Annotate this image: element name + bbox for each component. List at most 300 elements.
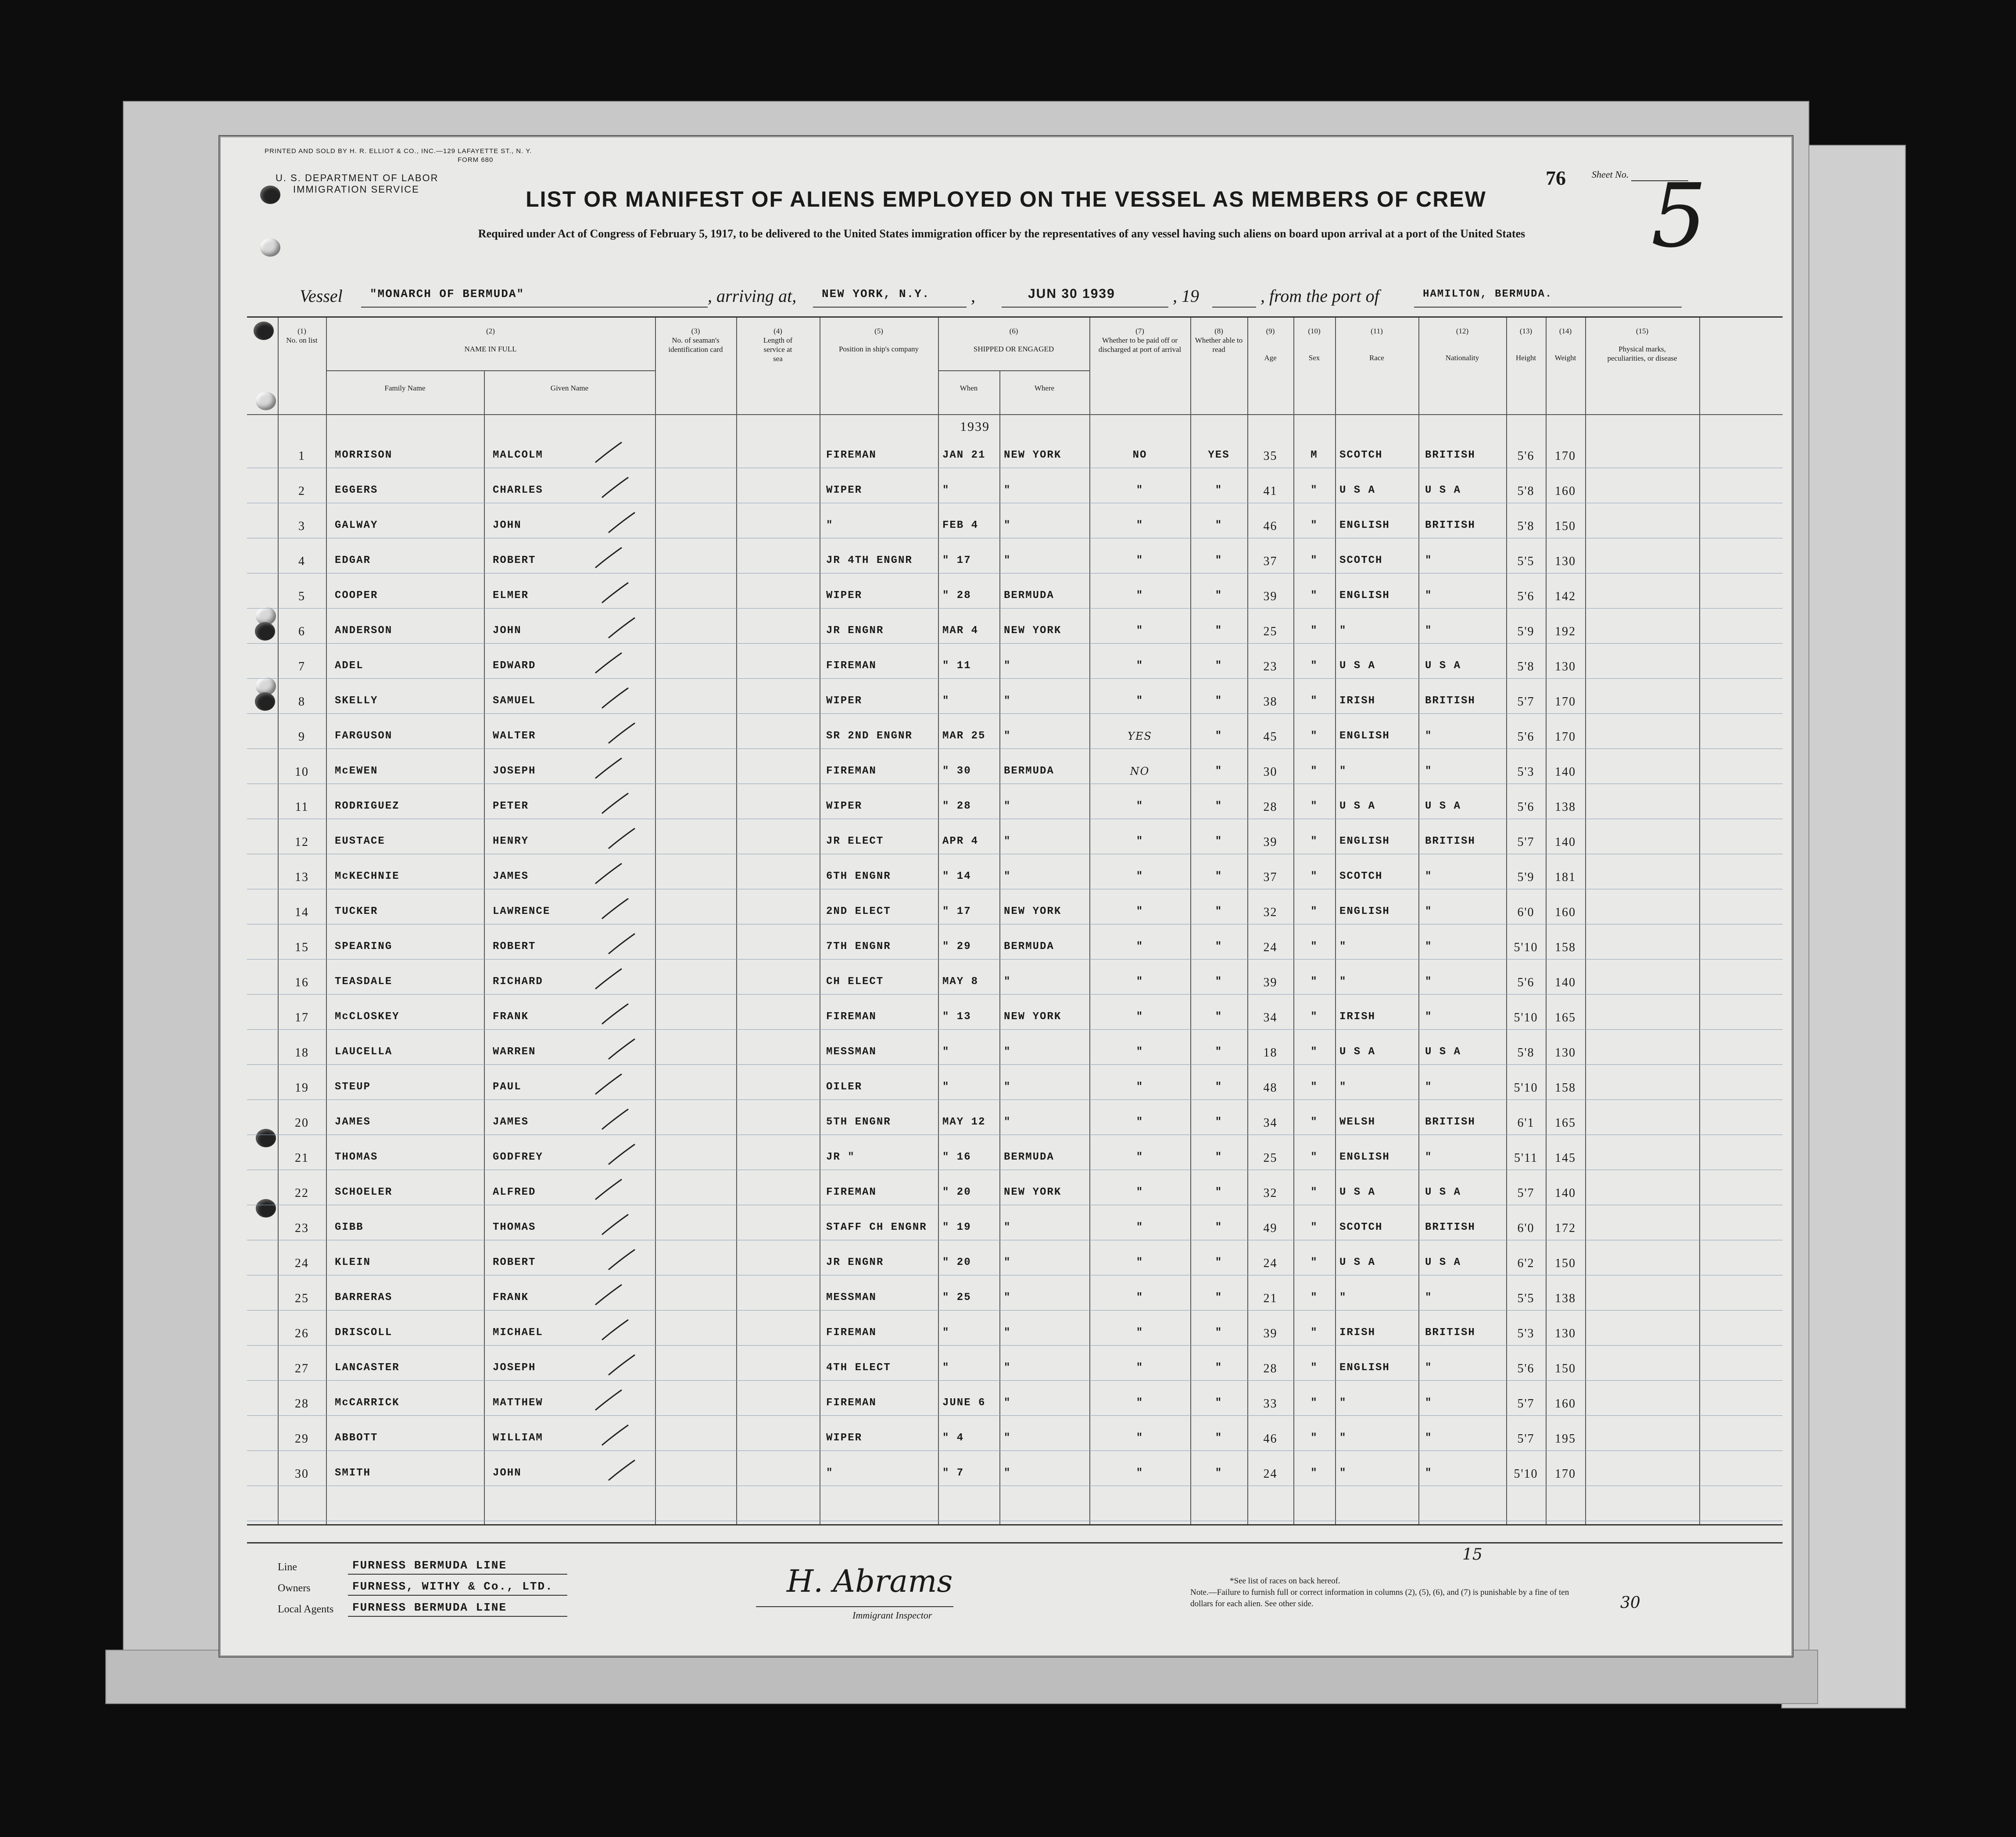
shipped-when: " 20 — [942, 1257, 971, 1268]
header-text: Height — [1515, 354, 1536, 362]
comma: , — [971, 286, 975, 306]
sex: " — [1311, 1186, 1318, 1198]
check-mark-icon — [600, 1422, 631, 1449]
shipped-where: " — [1004, 870, 1011, 882]
family-name: ADEL — [335, 660, 364, 672]
height: 5'6 — [1517, 590, 1535, 603]
able-to-read: " — [1215, 1186, 1223, 1198]
service-name: IMMIGRATION SERVICE — [293, 184, 419, 195]
row-rule — [247, 1415, 1783, 1416]
arriving-underline — [813, 307, 967, 308]
shipped-where: " — [1004, 555, 1011, 566]
col-divider — [484, 370, 485, 1524]
owners-value: FURNESS, WITHY & Co., LTD. — [352, 1580, 553, 1593]
nationality: " — [1425, 1292, 1432, 1303]
header-physical — [1585, 326, 1699, 363]
family-name: McCARRICK — [335, 1397, 400, 1409]
sex: " — [1311, 1362, 1318, 1374]
given-name: FRANK — [493, 1292, 529, 1303]
nationality: BRITISH — [1425, 519, 1475, 531]
row-number: 2 — [298, 484, 305, 498]
row-number: 22 — [295, 1186, 309, 1200]
sheet-label: Sheet No. — [1592, 169, 1629, 180]
family-name: McKECHNIE — [335, 870, 400, 882]
age: 32 — [1263, 1186, 1278, 1200]
page-number: 76 — [1546, 167, 1566, 189]
shipped-when: " 30 — [942, 765, 971, 777]
race: U S A — [1339, 1186, 1376, 1198]
inspector-label: Immigrant Inspector — [852, 1610, 932, 1621]
position: 4TH ELECT — [826, 1362, 891, 1374]
check-mark-icon — [607, 1247, 637, 1273]
header-sub-line — [326, 370, 655, 371]
shipped-where: " — [1004, 1292, 1011, 1303]
shipped-when: " 11 — [942, 660, 971, 672]
col-divider — [1247, 318, 1248, 1524]
nationality: " — [1425, 1081, 1432, 1093]
sex: " — [1311, 660, 1318, 672]
sex: " — [1311, 976, 1318, 988]
family-name: GIBB — [335, 1221, 364, 1233]
height: 5'8 — [1517, 519, 1535, 533]
race: U S A — [1339, 484, 1376, 496]
age: 49 — [1263, 1221, 1278, 1235]
paid-off: " — [1136, 1081, 1144, 1093]
weight: 130 — [1555, 1327, 1576, 1340]
given-name: WALTER — [493, 730, 536, 742]
age: 25 — [1263, 625, 1278, 638]
row-rule — [247, 959, 1783, 960]
position: FIREMAN — [826, 1011, 877, 1023]
nationality: " — [1425, 625, 1432, 637]
given-name: EDWARD — [493, 660, 536, 672]
manifest-page — [219, 136, 1793, 1657]
able-to-read: " — [1215, 695, 1223, 707]
family-name: SCHOELER — [335, 1186, 393, 1198]
punch-hole — [260, 238, 280, 257]
paid-off: " — [1136, 1432, 1144, 1444]
age: 24 — [1263, 1257, 1278, 1270]
check-mark-icon — [607, 720, 637, 747]
weight: 158 — [1555, 941, 1576, 954]
paid-off: " — [1136, 1151, 1144, 1163]
race: ENGLISH — [1339, 1362, 1390, 1374]
weight: 145 — [1555, 1151, 1576, 1165]
paid-off: " — [1136, 519, 1144, 531]
race: IRISH — [1339, 1327, 1376, 1339]
family-name: SMITH — [335, 1467, 371, 1479]
height: 5'3 — [1517, 765, 1535, 779]
shipped-where: " — [1004, 484, 1011, 496]
shipped-where: " — [1004, 1046, 1011, 1058]
position: " — [826, 519, 834, 531]
header-sex — [1293, 326, 1335, 362]
header-number: (15) — [1636, 327, 1649, 335]
header-text: Whether to be paid off or discharged at port of arrival — [1098, 336, 1182, 354]
col-divider — [1190, 318, 1191, 1524]
shipped-where: NEW YORK — [1004, 625, 1062, 637]
height: 5'10 — [1514, 1467, 1538, 1481]
able-to-read: " — [1215, 1081, 1223, 1093]
position: FIREMAN — [826, 1186, 877, 1198]
height: 5'8 — [1517, 1046, 1535, 1060]
row-number: 12 — [295, 835, 309, 849]
race: U S A — [1339, 660, 1376, 672]
nationality: U S A — [1425, 1257, 1461, 1268]
shipped-when: " 20 — [942, 1186, 971, 1198]
header-height — [1506, 326, 1546, 362]
race: ENGLISH — [1339, 906, 1390, 917]
sex: " — [1311, 1151, 1318, 1163]
race: " — [1339, 1432, 1347, 1444]
row-number: 26 — [295, 1327, 309, 1340]
sex: " — [1311, 1257, 1318, 1268]
penalty-note: Note.—Failure to furnish full or correct information in columns (2), (5), (6), and (7) is punishable by a fine of ten dollars for each alien. See other side. — [1190, 1588, 1569, 1608]
header-number: (2) — [486, 327, 495, 335]
nationality: " — [1425, 1397, 1432, 1409]
row-number: 5 — [298, 590, 305, 603]
family-name: EDGAR — [335, 555, 371, 566]
row-number: 13 — [295, 870, 309, 884]
row-number: 25 — [295, 1292, 309, 1305]
shipped-when: MAY 8 — [942, 976, 979, 988]
shipped-where: BERMUDA — [1004, 765, 1054, 777]
shipped-where: " — [1004, 1327, 1011, 1339]
col-divider — [1418, 318, 1419, 1524]
position: CH ELECT — [826, 976, 884, 988]
nationality: " — [1425, 976, 1432, 988]
height: 5'5 — [1517, 1292, 1535, 1305]
header-race — [1335, 326, 1418, 362]
position: OILER — [826, 1081, 863, 1093]
header-weight — [1546, 326, 1585, 362]
nationality: " — [1425, 1362, 1432, 1374]
able-to-read: " — [1215, 765, 1223, 777]
page-subtitle: Required under Act of Congress of February 5, 1917, to be delivered to the United States immigration officer by the representatives of any vessel having such aliens on board upon arrival at a port of the United States — [478, 227, 1525, 240]
position: STAFF CH ENGNR — [826, 1221, 927, 1233]
race: " — [1339, 976, 1347, 988]
age: 37 — [1263, 555, 1278, 568]
date-underline — [1002, 307, 1168, 308]
shipped-where: " — [1004, 1432, 1011, 1444]
races-note: *See list of races on back hereof. — [1230, 1576, 1340, 1586]
family-name: SKELLY — [335, 695, 378, 707]
footer-top-line — [247, 1542, 1783, 1543]
given-name: LAWRENCE — [493, 906, 551, 917]
check-mark-icon — [594, 966, 624, 992]
position: " — [826, 1467, 834, 1479]
height: 6'1 — [1517, 1116, 1535, 1130]
check-mark-icon — [607, 1457, 637, 1484]
position: SR 2ND ENGNR — [826, 730, 913, 742]
shipped-when: MAY 12 — [942, 1116, 986, 1128]
height: 5'8 — [1517, 660, 1535, 673]
header-number: (12) — [1456, 327, 1469, 335]
weight: 165 — [1555, 1011, 1576, 1024]
able-to-read: " — [1215, 625, 1223, 637]
row-rule — [247, 1450, 1783, 1451]
arriving-port: NEW YORK, N.Y. — [822, 287, 930, 301]
weight: 130 — [1555, 1046, 1576, 1060]
family-name: KLEIN — [335, 1257, 371, 1268]
position: FIREMAN — [826, 660, 877, 672]
able-to-read: " — [1215, 555, 1223, 566]
age: 34 — [1263, 1011, 1278, 1024]
race: ENGLISH — [1339, 730, 1390, 742]
shipped-when: " 17 — [942, 555, 971, 566]
race: SCOTCH — [1339, 555, 1383, 566]
family-name: GALWAY — [335, 519, 378, 531]
header-text: Position in ship's company — [838, 345, 919, 353]
shipped-where: BERMUDA — [1004, 1151, 1054, 1163]
shipped-when: JUNE 6 — [942, 1397, 986, 1409]
col-divider — [1089, 318, 1090, 1524]
row-rule — [247, 748, 1783, 749]
age: 38 — [1263, 695, 1278, 709]
age: 39 — [1263, 590, 1278, 603]
shipped-where: " — [1004, 976, 1011, 988]
check-mark-icon — [600, 1001, 631, 1028]
position: WIPER — [826, 590, 863, 602]
able-to-read: " — [1215, 1046, 1223, 1058]
sex: " — [1311, 1432, 1318, 1444]
family-name: ANDERSON — [335, 625, 393, 637]
nationality: " — [1425, 590, 1432, 602]
weight: 130 — [1555, 660, 1576, 673]
back-sheet — [105, 1650, 1818, 1704]
row-number: 14 — [295, 906, 309, 919]
shipped-where: " — [1004, 1362, 1011, 1374]
sex: " — [1311, 941, 1318, 953]
check-mark-icon — [594, 756, 624, 782]
sex: " — [1311, 835, 1318, 847]
row-rule — [247, 994, 1783, 995]
able-to-read: " — [1215, 1432, 1223, 1444]
header-text: No. on list — [286, 336, 318, 344]
shipped-when: " — [942, 1081, 950, 1093]
check-mark-icon — [607, 1352, 637, 1379]
shipped-where: NEW YORK — [1004, 449, 1062, 461]
col-divider — [1699, 318, 1700, 1524]
year-cell: 1939 — [960, 419, 990, 434]
nationality: BRITISH — [1425, 1116, 1475, 1128]
footer — [221, 1546, 1791, 1633]
from-port: HAMILTON, BERMUDA. — [1423, 288, 1553, 300]
header-nationality — [1418, 326, 1506, 362]
paid-off: " — [1136, 941, 1144, 953]
weight: 170 — [1555, 449, 1576, 463]
able-to-read: " — [1215, 1221, 1223, 1233]
family-name: EGGERS — [335, 484, 378, 496]
paid-off: NO — [1132, 449, 1147, 461]
race: " — [1339, 1467, 1347, 1479]
row-number: 20 — [295, 1116, 309, 1130]
row-number: 30 — [295, 1467, 309, 1481]
nationality: BRITISH — [1425, 835, 1475, 847]
shipped-where: " — [1004, 1257, 1011, 1268]
paid-off: NO — [1130, 765, 1150, 777]
given-name: PETER — [493, 800, 529, 812]
height: 5'10 — [1514, 1011, 1538, 1024]
row-rule — [247, 1380, 1783, 1381]
col-divider — [278, 318, 279, 1524]
given-name: JOHN — [493, 625, 522, 637]
paid-off: " — [1136, 1362, 1144, 1374]
row-number: 15 — [295, 941, 309, 954]
weight: 192 — [1555, 625, 1576, 638]
position: FIREMAN — [826, 765, 877, 777]
able-to-read: " — [1215, 976, 1223, 988]
nationality: U S A — [1425, 1186, 1461, 1198]
family-name: DRISCOLL — [335, 1327, 393, 1339]
nationality: " — [1425, 1011, 1432, 1023]
header-number: (4) — [773, 327, 782, 335]
check-mark-icon — [600, 791, 631, 817]
able-to-read: " — [1215, 800, 1223, 812]
shipped-when: " — [942, 1046, 950, 1058]
owners-label: Owners — [278, 1583, 311, 1594]
paid-off: " — [1136, 870, 1144, 882]
weight: 170 — [1555, 730, 1576, 744]
race: " — [1339, 1292, 1347, 1303]
age: 23 — [1263, 660, 1278, 673]
given-name: MATTHEW — [493, 1397, 543, 1409]
shipped-when: " 13 — [942, 1011, 971, 1023]
family-name: JAMES — [335, 1116, 371, 1128]
nationality: " — [1425, 1432, 1432, 1444]
able-to-read: " — [1215, 1116, 1223, 1128]
weight: 181 — [1555, 870, 1576, 884]
paid-off: " — [1136, 1467, 1144, 1479]
position: 2ND ELECT — [826, 906, 891, 917]
sheet-number: 5 — [1651, 165, 1707, 267]
check-mark-icon — [594, 545, 624, 571]
paid-off: " — [1136, 1046, 1144, 1058]
able-to-read: " — [1215, 1397, 1223, 1409]
weight: 140 — [1555, 835, 1576, 849]
shipped-when: " 17 — [942, 906, 971, 917]
row-rule — [247, 1064, 1783, 1065]
height: 5'6 — [1517, 800, 1535, 814]
race: U S A — [1339, 1046, 1376, 1058]
nationality: U S A — [1425, 484, 1461, 496]
header-text: Sex — [1308, 354, 1320, 362]
shipped-when: " 28 — [942, 590, 971, 602]
header-text: NAME IN FULL — [464, 345, 517, 353]
height: 5'6 — [1517, 730, 1535, 744]
weight: 165 — [1555, 1116, 1576, 1130]
shipped-when: " — [942, 1327, 950, 1339]
check-mark-icon — [594, 1387, 624, 1414]
row-number: 9 — [298, 730, 305, 744]
age: 24 — [1263, 1467, 1278, 1481]
age: 21 — [1263, 1292, 1278, 1305]
check-mark-icon — [607, 615, 637, 641]
weight: 160 — [1555, 1397, 1576, 1411]
family-name: COOPER — [335, 590, 378, 602]
shipped-when: " 4 — [942, 1432, 964, 1444]
sex: " — [1311, 555, 1318, 566]
given-name: MALCOLM — [493, 449, 543, 461]
header-service-length — [736, 326, 820, 363]
agents-underline — [348, 1616, 567, 1617]
nationality: " — [1425, 765, 1432, 777]
age: 32 — [1263, 906, 1278, 919]
nationality: " — [1425, 1151, 1432, 1163]
check-mark-icon — [594, 440, 624, 466]
shipped-when: FEB 4 — [942, 519, 979, 531]
given-name: FRANK — [493, 1011, 529, 1023]
position: MESSMAN — [826, 1292, 877, 1303]
check-mark-icon — [594, 1177, 624, 1203]
given-name: MICHAEL — [493, 1327, 543, 1339]
family-name: THOMAS — [335, 1151, 378, 1163]
sex: " — [1311, 1011, 1318, 1023]
given-name: PAUL — [493, 1081, 522, 1093]
height: 5'8 — [1517, 484, 1535, 498]
height: 5'5 — [1517, 555, 1535, 568]
race: " — [1339, 941, 1347, 953]
shipped-when: " 28 — [942, 800, 971, 812]
height: 5'11 — [1514, 1151, 1538, 1165]
given-name: ROBERT — [493, 555, 536, 566]
sex: M — [1311, 449, 1318, 461]
height: 5'7 — [1517, 1432, 1535, 1446]
age: 41 — [1263, 484, 1278, 498]
race: ENGLISH — [1339, 590, 1390, 602]
weight: 170 — [1555, 695, 1576, 709]
year-label: , 19 — [1173, 286, 1199, 306]
col-divider — [1335, 318, 1336, 1524]
row-number: 18 — [295, 1046, 309, 1060]
sex: " — [1311, 1397, 1318, 1409]
header-family-name: Family Name — [384, 384, 426, 392]
col-divider — [938, 318, 939, 1524]
weight: 138 — [1555, 800, 1576, 814]
age: 39 — [1263, 1327, 1278, 1340]
family-name: McCLOSKEY — [335, 1011, 400, 1023]
height: 6'0 — [1517, 1221, 1535, 1235]
header-where: Where — [1034, 384, 1055, 392]
sex: " — [1311, 870, 1318, 882]
sex: " — [1311, 730, 1318, 742]
header-sub-line — [938, 370, 1089, 371]
position: WIPER — [826, 695, 863, 707]
header-shipped — [938, 326, 1089, 354]
col-divider — [1546, 318, 1547, 1524]
form-number: FORM 680 — [458, 156, 494, 164]
weight: 140 — [1555, 1186, 1576, 1200]
given-name: JAMES — [493, 870, 529, 882]
header-text: Weight — [1554, 354, 1576, 362]
height: 5'7 — [1517, 835, 1535, 849]
row-number: 21 — [295, 1151, 309, 1165]
shipped-where: NEW YORK — [1004, 1011, 1062, 1023]
col-divider — [1506, 318, 1507, 1524]
year-underline — [1212, 307, 1256, 308]
sex: " — [1311, 1292, 1318, 1303]
header-age — [1247, 326, 1293, 362]
given-name: WARREN — [493, 1046, 536, 1058]
owners-underline — [348, 1595, 567, 1596]
able-to-read: " — [1215, 484, 1223, 496]
nationality: U S A — [1425, 1046, 1461, 1058]
row-number: 6 — [298, 625, 305, 638]
col-divider — [326, 318, 327, 1524]
paid-off: " — [1136, 1327, 1144, 1339]
col-divider — [1585, 318, 1586, 1524]
position: WIPER — [826, 484, 863, 496]
